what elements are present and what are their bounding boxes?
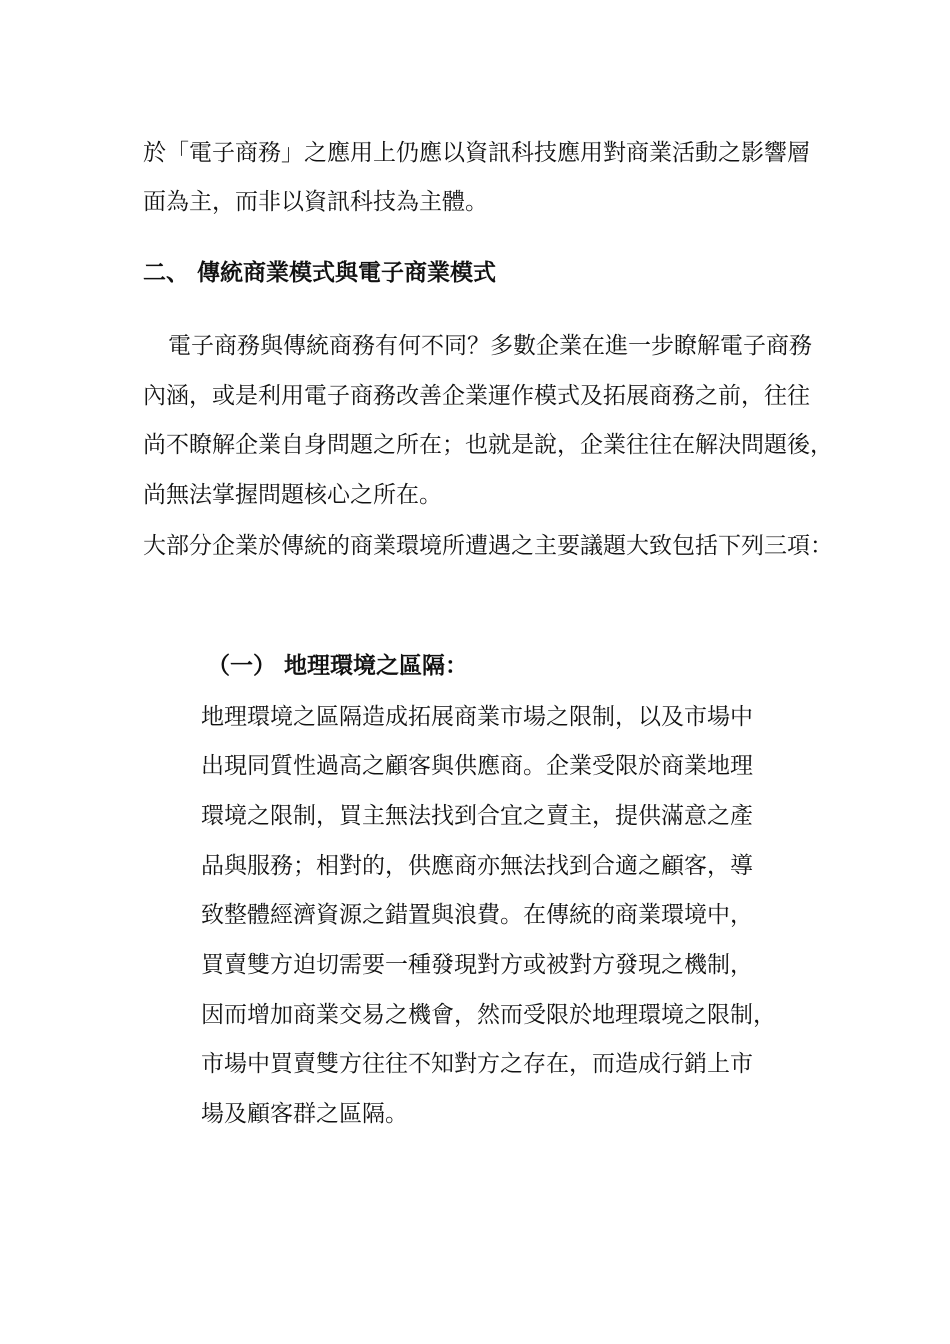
subsection-heading: （一） 地理環境之區隔： <box>207 653 469 679</box>
paragraph-line: 電子商務與傳統商務有何不同？多數企業在進一步瞭解電子商務 <box>168 333 812 359</box>
paragraph-line: 內涵，或是利用電子商務改善企業運作模式及拓展商務之前，往往 <box>143 383 810 409</box>
subsection-line: 致整體經濟資源之錯置與浪費。在傳統的商業環境中， <box>201 902 753 928</box>
paragraph-line: 尚無法掌握問題核心之所在。 <box>143 482 442 508</box>
intro-line-1: 於「電子商務」之應用上仍應以資訊科技應用對商業活動之影響層 <box>143 140 810 166</box>
subsection-line: 場及顧客群之區隔。 <box>201 1101 408 1127</box>
subsection-line: 市場中買賣雙方往往不知對方之存在，而造成行銷上市 <box>201 1051 753 1077</box>
subsection-line: 地理環境之區隔造成拓展商業市場之限制，以及市場中 <box>201 704 753 730</box>
subsection-line: 出現同質性過高之顧客與供應商。企業受限於商業地理 <box>201 753 753 779</box>
subsection-line: 環境之限制，買主無法找到合宜之賣主，提供滿意之產 <box>201 803 753 829</box>
subsection-line: 買賣雙方迫切需要一種發現對方或被對方發現之機制， <box>201 952 753 978</box>
paragraph-line: 尚不瞭解企業自身問題之所在；也就是說，企業往往在解決問題後， <box>143 432 833 458</box>
intro-line-2: 面為主，而非以資訊科技為主體。 <box>143 189 488 215</box>
section-heading: 二、 傳統商業模式與電子商業模式 <box>143 260 497 286</box>
subsection-line: 因而增加商業交易之機會，然而受限於地理環境之限制， <box>201 1002 776 1028</box>
subsection-line: 品與服務；相對的，供應商亦無法找到合適之顧客，導 <box>201 853 753 879</box>
summary-line: 大部分企業於傳統的商業環境所遭遇之主要議題大致包括下列三項： <box>143 533 833 559</box>
